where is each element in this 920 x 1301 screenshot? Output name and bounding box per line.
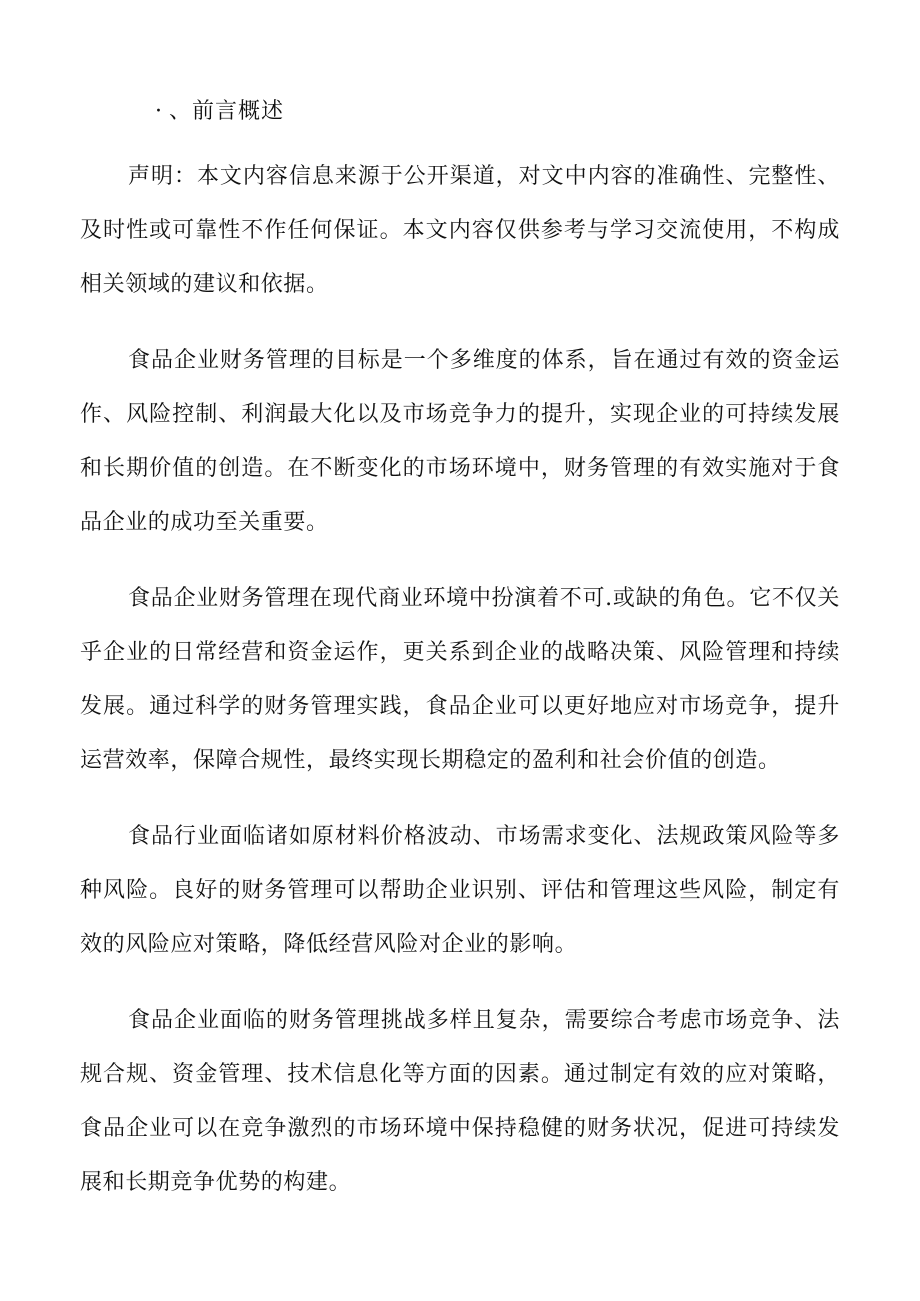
heading-text: 、前言概述 [169,99,285,124]
document-body [80,150,840,1232]
paragraph-risks: 食品行业面临诸如原材料价格波动、市场需求变化、法规政策风险等多种风险。良好的财务管理可以帮助企业识别、评估和管理这些风险，制定有效的风险应对策略，降低经营风险对企业的影响。 [80,824,840,957]
heading-bullet: · [155,99,163,124]
paragraph-goals: 食品企业财务管理的目标是一个多维度的体系，旨在通过有效的资金运作、风险控制、利润最大化以及市场竞争力的提升，实现企业的可持续发展和长期价值的创造。在不断变化的市场环境中，财务管理的有效实施对于食品企业的成功至关重要。 [80,348,840,535]
paragraph-challenges: 食品企业面临的财务管理挑战多样且复杂，需要综合考虑市场竞争、法规合规、资金管理、技术信息化等方面的因素。通过制定有效的应对策略，食品企业可以在竞争激烈的市场环境中保持稳健的财务状况，促进可持续发展和长期竞争优势的构建。 [80,1008,840,1195]
paragraph-disclaimer: 声明：本文内容信息来源于公开渠道，对文中内容的准确性、完整性、及时性或可靠性不作任何保证。本文内容仅供参考与学习交流使用，不构成相关领域的建议和依据。 [80,164,840,297]
paragraph-role: 食品企业财务管理在现代商业环境中扮演着不可.或缺的角色。它不仅关乎企业的日常经营和资金运作，更关系到企业的战略决策、风险管理和持续发展。通过科学的财务管理实践，食品企业可以更好地应对市场竞争，提升运营效率，保障合规性，最终实现长期稳定的盈利和社会价值的创造。 [80,586,840,773]
section-heading [155,96,284,128]
